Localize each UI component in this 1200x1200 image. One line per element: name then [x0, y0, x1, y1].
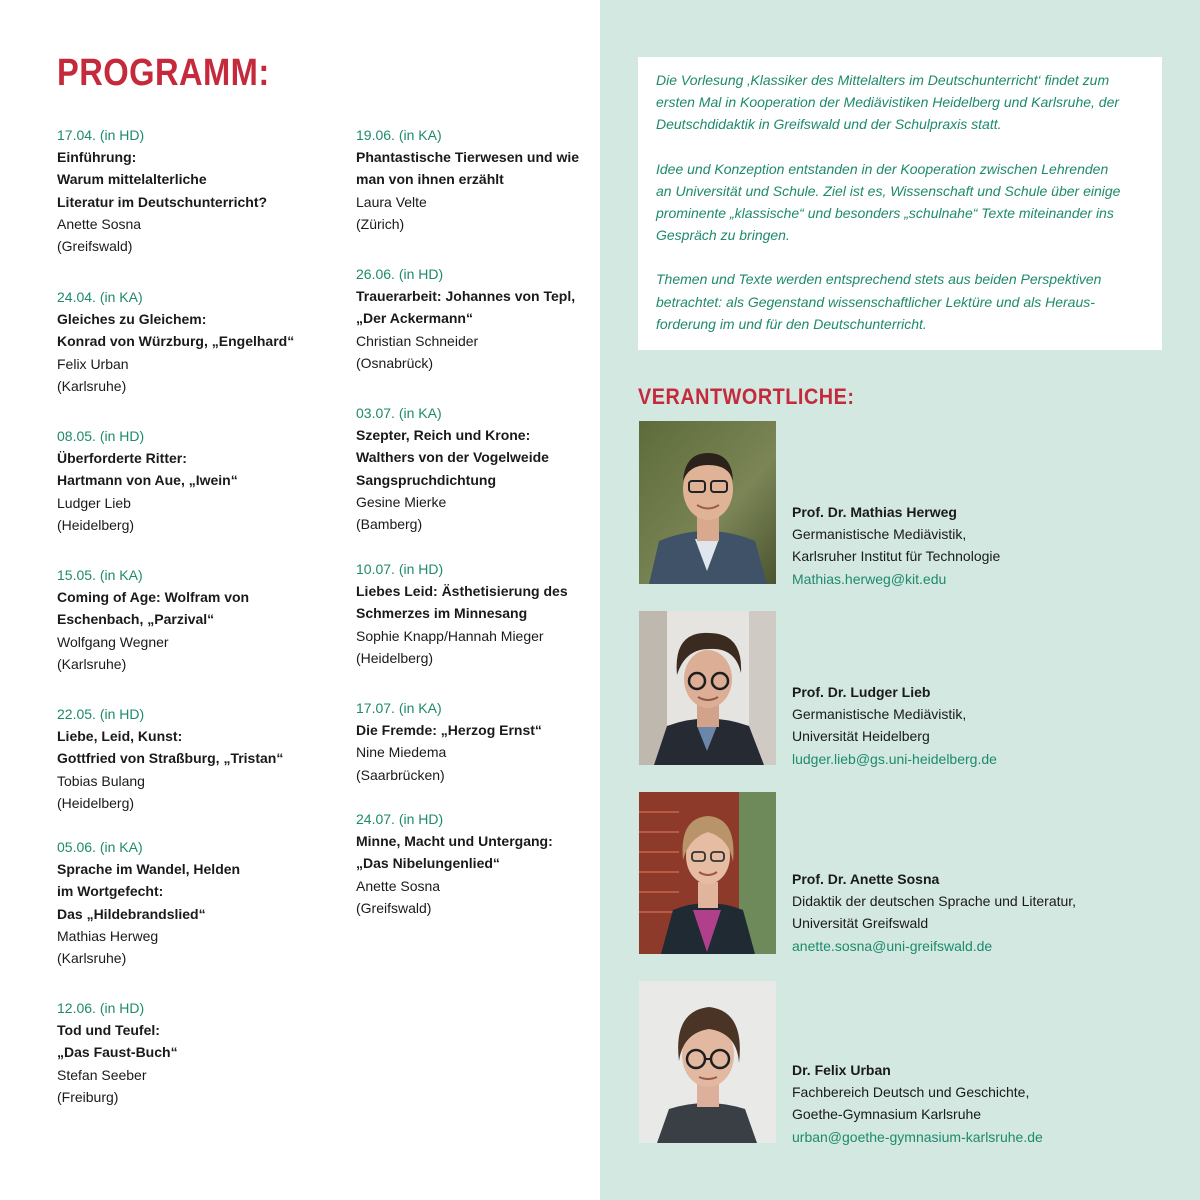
person-name: Dr. Felix Urban [792, 1062, 891, 1078]
person-name: Prof. Dr. Anette Sosna [792, 871, 940, 887]
schedule-entry [57, 425, 317, 536]
entry-topic: Gottfried von Straßburg, „Tristan“ [57, 750, 284, 767]
entry-date: 24.07. (in HD) [356, 811, 444, 827]
intro-line: prominente „klassische“ und besonders „schulnahe“ Texte miteinander ins [656, 205, 1114, 222]
entry-place: (Greifswald) [356, 899, 432, 916]
intro-line: Die Vorlesung ‚Klassiker des Mittelalters im Deutschunterricht‘ findet zum [656, 72, 1110, 88]
entry-topic: Überforderte Ritter: [57, 450, 187, 467]
schedule-entry [57, 703, 317, 814]
entry-topic: Sprache im Wandel, Helden [57, 861, 241, 878]
intro-paragraph [656, 268, 1144, 335]
entry-date: 08.05. (in HD) [57, 428, 145, 444]
entry-topic: Sangspruchdichtung [356, 471, 496, 488]
entry-date: 22.05. (in HD) [57, 706, 145, 722]
entry-date: 03.07. (in KA) [356, 405, 442, 421]
entry-date: 17.07. (in KA) [356, 700, 442, 716]
entry-topic: Minne, Macht und Untergang: [356, 833, 553, 850]
intro-line: ersten Mal in Kooperation der Mediävistiken Heidelberg und Karlsruhe, der [656, 94, 1120, 111]
intro-paragraph [656, 158, 1144, 247]
entry-topic: Einführung: [57, 149, 137, 166]
entry-date: 10.07. (in HD) [356, 561, 444, 577]
schedule-entry [57, 836, 317, 969]
responsible-title: VERANTWORTLICHE: [638, 384, 855, 409]
intro-line: Gespräch zu bringen. [656, 227, 790, 244]
portrait-photo [639, 792, 776, 955]
entry-topic: „Der Ackermann“ [356, 310, 473, 327]
schedule-entry [356, 402, 596, 535]
person-affiliation: Fachbereich Deutsch und Geschichte, [792, 1084, 1030, 1101]
entry-topic: Literatur im Deutschunterricht? [57, 193, 268, 210]
intro-line: betrachtet: als Gegenstand wissenschaftlicher Lektüre und als Heraus- [656, 293, 1095, 310]
intro-paragraph [656, 69, 1144, 136]
entry-place: (Heidelberg) [57, 794, 135, 811]
person-info [792, 1059, 1043, 1148]
person-email[interactable]: Mathias.herweg@kit.edu [792, 570, 947, 587]
person-affiliation: Karlsruher Institut für Technologie [792, 548, 1001, 565]
schedule-entry [57, 286, 317, 397]
entry-speaker: Sophie Knapp/Hannah Mieger [356, 627, 544, 644]
entry-speaker: Ludger Lieb [57, 494, 131, 511]
entry-speaker: Nine Miedema [356, 744, 447, 761]
person-name: Prof. Dr. Mathias Herweg [792, 504, 957, 520]
entry-place: (Heidelberg) [356, 649, 434, 666]
entry-topic: man von ihnen erzählt [356, 171, 504, 188]
schedule-entry [356, 697, 596, 786]
portrait-photo [639, 421, 776, 584]
person-info [792, 681, 997, 770]
intro-line: an Universität und Schule. Ziel ist es, Wissenschaft und Schule über einige [656, 182, 1121, 199]
person-info [792, 868, 1076, 957]
entry-topic: Tod und Teufel: [57, 1022, 160, 1039]
entry-speaker: Mathias Herweg [57, 927, 159, 944]
page-title: PROGRAMM: [57, 52, 270, 94]
schedule-entry [57, 124, 317, 257]
entry-topic: Die Fremde: „Herzog Ernst“ [356, 722, 542, 739]
entry-speaker: Wolfgang Wegner [57, 633, 169, 650]
intro-line: Deutschdidaktik in Greifswald und der Schulpraxis statt. [656, 116, 1002, 133]
entry-date: 24.04. (in KA) [57, 289, 143, 305]
intro-box [638, 57, 1162, 350]
entry-topic: „Das Faust-Buch“ [57, 1044, 178, 1061]
schedule-entry [57, 564, 317, 675]
schedule-entry [356, 124, 596, 235]
entry-topic: Liebes Leid: Ästhetisierung des [356, 583, 568, 600]
entry-place: (Saarbrücken) [356, 766, 445, 783]
entry-place: (Greifswald) [57, 238, 133, 255]
person-email[interactable]: anette.sosna@uni-greifswald.de [792, 937, 993, 954]
entry-topic: Konrad von Würzburg, „Engelhard“ [57, 333, 295, 350]
entry-place: (Heidelberg) [57, 516, 135, 533]
entry-topic: „Das Nibelungenlied“ [356, 855, 500, 872]
person-affiliation: Universität Greifswald [792, 915, 929, 932]
entry-topic: Phantastische Tierwesen und wie [356, 149, 580, 166]
intro-line: Idee und Konzeption entstanden in der Kooperation zwischen Lehrenden [656, 160, 1109, 177]
entry-topic: Trauerarbeit: Johannes von Tepl, [356, 288, 576, 305]
person-info [792, 501, 1000, 590]
entry-topic: Hartmann von Aue, „Iwein“ [57, 472, 238, 489]
entry-speaker: Christian Schneider [356, 332, 479, 349]
entry-topic: Warum mittelalterliche [57, 171, 207, 188]
entry-place: (Freiburg) [57, 1088, 119, 1105]
entry-place: (Karlsruhe) [57, 950, 127, 967]
entry-place: (Bamberg) [356, 516, 423, 533]
person-email[interactable]: urban@goethe-gymnasium-karlsruhe.de [792, 1128, 1043, 1145]
person-email[interactable]: ludger.lieb@gs.uni-heidelberg.de [792, 750, 997, 767]
entry-topic: Coming of Age: Wolfram von [57, 589, 250, 606]
entry-speaker: Laura Velte [356, 193, 427, 210]
intro-line: forderung im und für den Deutschunterricht. [656, 315, 927, 332]
entry-date: 12.06. (in HD) [57, 1000, 145, 1016]
entry-date: 15.05. (in KA) [57, 567, 143, 583]
entry-date: 17.04. (in HD) [57, 127, 145, 143]
entry-date: 26.06. (in HD) [356, 266, 444, 282]
entry-topic: Walthers von der Vogelweide [356, 449, 549, 466]
person-affiliation: Germanistische Mediävistik, [792, 526, 967, 543]
person-affiliation: Germanistische Mediävistik, [792, 706, 967, 723]
schedule-entry [356, 263, 596, 374]
entry-place: (Karlsruhe) [57, 655, 127, 672]
portrait-photo [639, 981, 776, 1144]
portrait-photo [639, 611, 776, 774]
person-name: Prof. Dr. Ludger Lieb [792, 684, 931, 700]
entry-speaker: Anette Sosna [356, 877, 441, 894]
entry-date: 05.06. (in KA) [57, 839, 143, 855]
person-affiliation: Universität Heidelberg [792, 728, 930, 745]
entry-place: (Osnabrück) [356, 354, 434, 371]
entry-topic: Szepter, Reich und Krone: [356, 427, 531, 444]
entry-place: (Karlsruhe) [57, 377, 127, 394]
entry-place: (Zürich) [356, 215, 405, 232]
intro-line: Themen und Texte werden entsprechend stets aus beiden Perspektiven [656, 271, 1102, 288]
entry-speaker: Gesine Mierke [356, 493, 447, 510]
entry-speaker: Anette Sosna [57, 215, 142, 232]
entry-topic: Gleiches zu Gleichem: [57, 311, 207, 328]
entry-speaker: Stefan Seeber [57, 1066, 147, 1083]
entry-topic: Liebe, Leid, Kunst: [57, 728, 183, 745]
person-affiliation: Didaktik der deutschen Sprache und Literatur, [792, 893, 1077, 910]
schedule-entry [356, 808, 596, 919]
entry-topic: Das „Hildebrandslied“ [57, 905, 206, 922]
entry-speaker: Tobias Bulang [57, 772, 145, 789]
entry-date: 19.06. (in KA) [356, 127, 442, 143]
entry-topic: Eschenbach, „Parzival“ [57, 611, 215, 628]
entry-topic: im Wortgefecht: [57, 883, 164, 900]
entry-speaker: Felix Urban [57, 355, 129, 372]
entry-topic: Schmerzes im Minnesang [356, 605, 528, 622]
schedule-entry [356, 558, 596, 669]
person-affiliation: Goethe-Gymnasium Karlsruhe [792, 1106, 982, 1123]
schedule-entry [57, 997, 317, 1108]
